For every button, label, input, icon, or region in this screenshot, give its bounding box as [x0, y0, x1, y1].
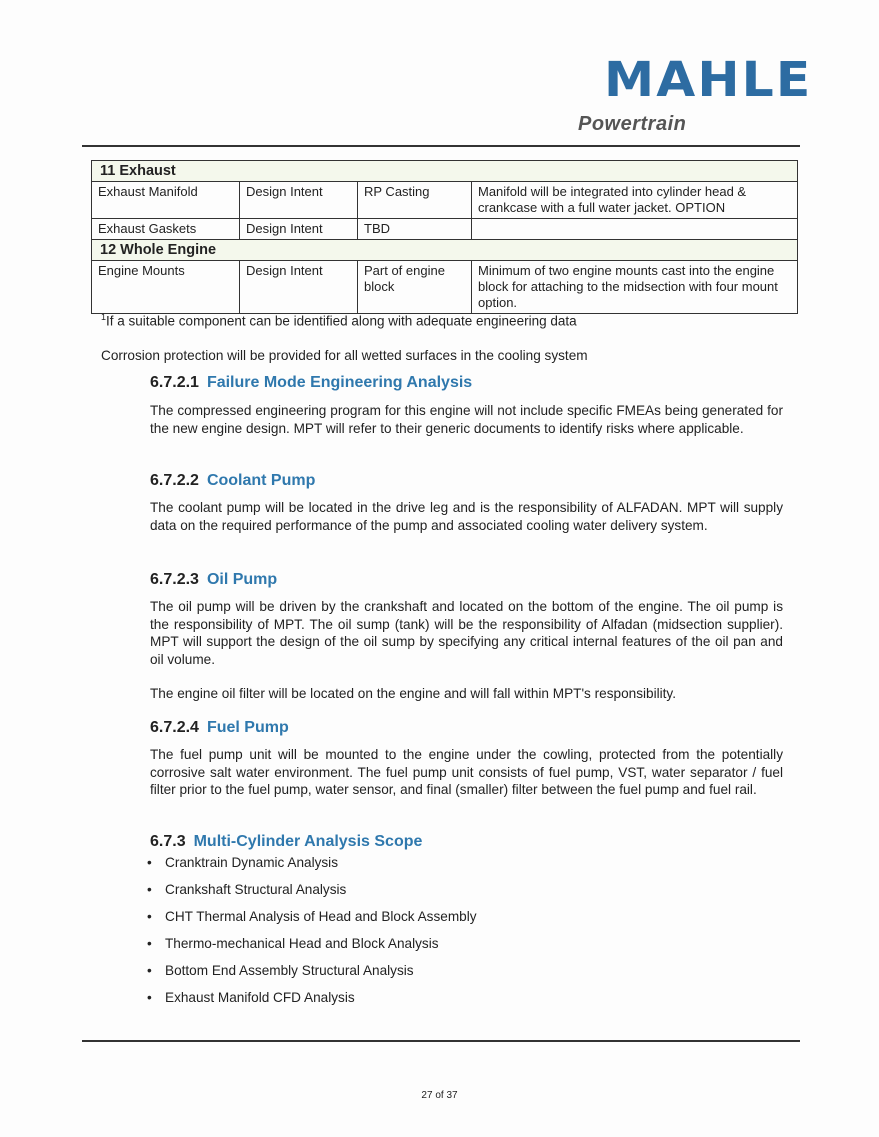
- section-heading: 6.7.2.3 Oil Pump: [150, 571, 278, 588]
- list-item: • Cranktrain Dynamic Analysis: [147, 855, 339, 870]
- section-paragraph: The coolant pump will be located in the drive leg and is the responsibility of ALFADAN. MPT will supply data on the required performance of the pump and associated cooling water delivery system.: [150, 500, 783, 533]
- list-item: • CHT Thermal Analysis of Head and Block Assembly: [147, 909, 477, 924]
- analysis-scope-list: [147, 855, 477, 1017]
- table-footnote: $^1$If a suitable component can be identified along with adequate engineering data: [101, 312, 577, 329]
- section-heading: 6.7.2.2 Coolant Pump: [150, 472, 316, 489]
- table-row: Exhaust Gaskets Design Intent TBD: [92, 219, 798, 240]
- section-paragraph: The engine oil filter will be located on the engine and will fall within MPT's responsibility.: [150, 686, 676, 701]
- component-table: [91, 160, 798, 314]
- section-paragraph: The fuel pump unit will be mounted to the engine under the cowling, protected from the potentially corrosive salt water environment. The fuel pump unit consists of fuel pump, VST, water separator / fuel filter prior to the fuel pump, water sensor, and final (smaller) filter between the fuel pump and fuel rail.: [150, 747, 783, 797]
- mahle-logo: MAHLE: [604, 52, 813, 108]
- section-paragraph: The oil pump will be driven by the crankshaft and located on the bottom of the engine. The oil pump is the responsibility of MPT. The oil sump (tank) will be the responsibility of Alfadan (midsection supplier). MPT will support the design of the oil sump by specifying any critical internal features of the oil pan and oil volume.: [150, 599, 783, 667]
- page-number: 27 of 37: [421, 1090, 458, 1101]
- footer-divider: [82, 1040, 800, 1042]
- corrosion-text: Corrosion protection will be provided for all wetted surfaces in the cooling system: [101, 348, 588, 363]
- table-section-header: 11 Exhaust: [92, 161, 798, 182]
- list-item: • Thermo-mechanical Head and Block Analysis: [147, 936, 439, 951]
- table-row: Engine Mounts Design Intent Part of engine block Minimum of two engine mounts cast into the engine block for attaching to the midsection with four mount option.: [92, 261, 798, 314]
- logo-subtitle: Powertrain: [578, 113, 687, 135]
- list-item: • Exhaust Manifold CFD Analysis: [147, 990, 355, 1005]
- table-section-header: 12 Whole Engine: [92, 240, 798, 261]
- section-heading: 6.7.3 Multi-Cylinder Analysis Scope: [150, 833, 423, 850]
- table-row: Exhaust Manifold Design Intent RP Casting Manifold will be integrated into cylinder head & crankcase with a full water jacket. OPTION: [92, 182, 798, 219]
- list-item: • Bottom End Assembly Structural Analysis: [147, 963, 414, 978]
- header-divider: [82, 145, 800, 147]
- section-heading: 6.7.2.4 Fuel Pump: [150, 719, 289, 736]
- list-item: • Crankshaft Structural Analysis: [147, 882, 347, 897]
- section-paragraph: The compressed engineering program for this engine will not include specific FMEAs being generated for the new engine design. MPT will refer to their generic documents to identify risks where applicable.: [150, 403, 783, 436]
- section-heading: 6.7.2.1 Failure Mode Engineering Analysis: [150, 374, 473, 391]
